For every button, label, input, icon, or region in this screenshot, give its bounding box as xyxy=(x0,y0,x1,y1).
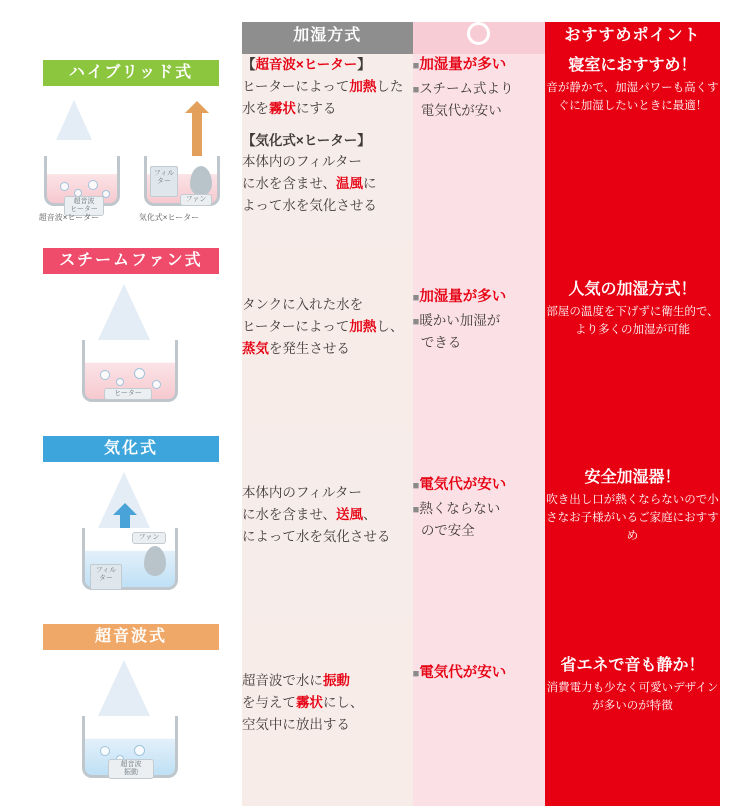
method-cell-steam xyxy=(242,242,413,430)
art-caption-right: 気化式×ヒーター xyxy=(138,213,200,222)
point-body: 吹き出し口が熱くならないので小さなお子様がいるご家庭におすすめ xyxy=(546,494,719,542)
method-text: 水を霧状にする xyxy=(241,100,337,116)
mist-spray-icon xyxy=(56,100,92,140)
method-text: 超音波で水に振動 xyxy=(241,673,350,688)
merit-cell-hybrid xyxy=(413,54,545,242)
mist-spray-icon xyxy=(98,660,150,716)
method-title-1: 【超音波×ヒーター】 xyxy=(241,57,371,72)
filter-label: フィル ター xyxy=(90,564,122,590)
point-cell-steam xyxy=(545,242,720,430)
warm-air-arrow-icon xyxy=(192,112,202,156)
point-body: 音が静かで、加湿パワーも高くすぐに加湿したいときに最適！ xyxy=(546,82,719,112)
method-text: ヒーターによって加熱した xyxy=(241,78,404,94)
type-cell-ultrasonic xyxy=(20,618,242,806)
mist-spray-icon xyxy=(98,284,150,340)
bubble-icon xyxy=(116,378,124,386)
point-cell-ultrasonic xyxy=(545,618,720,806)
fan-label: ファン xyxy=(180,194,212,206)
merit-item: ■熱くならない xyxy=(412,500,501,516)
point-cell-vapor xyxy=(545,430,720,618)
merit-cell-vapor xyxy=(413,430,545,618)
method-title-2: 【気化式×ヒーター】 xyxy=(241,132,371,148)
method-text: よって水を気化させる xyxy=(241,198,377,214)
header-method: 加湿方式 xyxy=(242,22,413,54)
ultrasonic-heater-label: 超音波 ヒーター xyxy=(64,196,104,216)
point-title: 寝室におすすめ！ xyxy=(568,57,697,74)
table-row xyxy=(20,618,720,806)
point-body: 消費電力も少なく可愛いデザインが多いのが特徴 xyxy=(546,682,719,712)
ultrasonic-vibrator-label: 超音波 振動 xyxy=(108,759,154,779)
fan-label: ファン xyxy=(132,532,166,544)
method-text: 空気中に放出する xyxy=(241,716,350,732)
bubble-icon xyxy=(88,180,98,190)
point-title: 省エネで音も静か！ xyxy=(560,657,705,674)
merit-item: できる xyxy=(420,335,462,351)
merit-item: 電気代が安い xyxy=(420,103,502,119)
bubble-icon xyxy=(60,182,69,191)
header-point: おすすめポイント xyxy=(545,22,720,54)
bubble-icon xyxy=(100,370,110,380)
bubble-icon xyxy=(100,746,110,756)
fan-icon xyxy=(144,546,166,576)
point-cell-hybrid xyxy=(545,54,720,242)
point-title: 人気の加湿方式！ xyxy=(568,281,697,298)
illustration-vapor xyxy=(20,466,242,618)
bubble-icon xyxy=(134,368,145,379)
merit-item: ■加湿量が多い xyxy=(412,289,507,305)
table-row xyxy=(20,242,720,430)
type-badge-ultrasonic: 超音波式 xyxy=(43,624,219,650)
header-blank xyxy=(20,22,242,54)
bubble-icon xyxy=(134,745,145,756)
table-row xyxy=(20,54,720,242)
method-text: 本体内のフィルター xyxy=(241,485,362,500)
type-cell-hybrid xyxy=(20,54,242,242)
method-text: ヒーターによって加熱し、 xyxy=(241,318,404,334)
method-text: 蒸気を発生させる xyxy=(241,340,350,356)
method-cell-ultrasonic xyxy=(242,618,413,806)
fan-icon xyxy=(190,166,212,196)
merit-item: ■暖かい加湿が xyxy=(412,312,501,328)
circle-icon xyxy=(467,22,490,45)
header-merit xyxy=(413,22,545,54)
comparison-sheet xyxy=(0,22,740,810)
method-text: を与えて霧状にし、 xyxy=(241,694,364,710)
illustration-steam xyxy=(20,278,242,430)
merit-item: ■電気代が安い xyxy=(412,665,507,681)
merit-item: ので安全 xyxy=(420,523,475,539)
method-text: に水を含ませ、送風、 xyxy=(241,506,377,522)
filter-label: フィル ター xyxy=(150,166,178,197)
type-badge-hybrid: ハイブリッド式 xyxy=(43,60,219,86)
point-title: 安全加湿器！ xyxy=(584,469,681,486)
merit-cell-steam xyxy=(413,242,545,430)
heater-label: ヒーター xyxy=(104,388,152,400)
merit-item: ■加湿量が多い xyxy=(412,57,507,73)
table-header-row xyxy=(20,22,720,54)
point-body: 部屋の温度を下げずに衛生的で、より多くの加湿が可能 xyxy=(546,306,719,336)
method-text: 本体内のフィルター xyxy=(241,154,362,170)
humidifier-comparison-table xyxy=(20,22,720,806)
method-text: によって水を気化させる xyxy=(241,528,391,544)
merit-item: ■電気代が安い xyxy=(412,477,507,493)
illustration-hybrid xyxy=(20,90,242,242)
bubble-icon xyxy=(152,380,161,389)
type-cell-vapor xyxy=(20,430,242,618)
type-cell-steam xyxy=(20,242,242,430)
table-row xyxy=(20,430,720,618)
method-text: タンクに入れた水を xyxy=(241,297,364,312)
method-text: に水を含ませ、温風に xyxy=(241,176,377,192)
type-badge-vapor: 気化式 xyxy=(43,436,219,462)
type-badge-steam: スチームファン式 xyxy=(43,248,219,274)
merit-cell-ultrasonic xyxy=(413,618,545,806)
illustration-ultrasonic xyxy=(20,654,242,806)
method-cell-vapor xyxy=(242,430,413,618)
merit-item: ■スチーム式より xyxy=(412,80,514,96)
art-caption-left: 超音波×ヒーター xyxy=(38,213,100,222)
